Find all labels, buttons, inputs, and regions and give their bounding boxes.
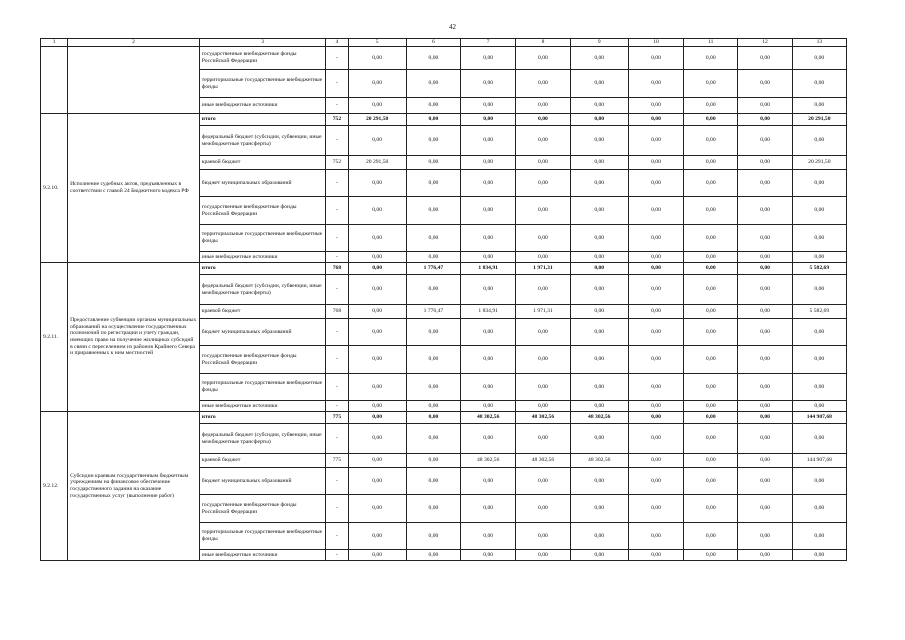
value-cell: 0,00 bbox=[628, 263, 683, 275]
value-cell: 0,00 bbox=[461, 252, 516, 263]
funding-source: иные внебюджетные источники bbox=[199, 98, 326, 114]
table-row bbox=[41, 47, 847, 70]
value-cell: 0,00 bbox=[461, 550, 516, 561]
value-cell: 0,00 bbox=[461, 156, 516, 170]
value-cell: 0,00 bbox=[738, 305, 792, 319]
header-cell: 7 bbox=[461, 39, 516, 47]
value-cell: 0,00 bbox=[516, 319, 570, 346]
value-cell: 0,00 bbox=[628, 346, 683, 374]
value-cell: 0,00 bbox=[461, 374, 516, 401]
value-cell: 0,00 bbox=[628, 197, 683, 225]
value-cell: 0,00 bbox=[738, 70, 792, 98]
value-cell: 144 907,68 bbox=[792, 412, 846, 424]
item-number: 9.2.10. bbox=[41, 114, 68, 263]
funding-source: федеральный бюджет (субсидии, субвенции, иные межбюджетные трансферты) bbox=[199, 126, 326, 156]
value-cell: 0,00 bbox=[461, 495, 516, 523]
value-cell: 0,00 bbox=[628, 156, 683, 170]
value-cell: 0,00 bbox=[684, 346, 738, 374]
value-cell: 0,00 bbox=[684, 114, 738, 126]
value-cell: 0,00 bbox=[628, 424, 683, 454]
value-cell: 0,00 bbox=[738, 126, 792, 156]
value-cell: 0,00 bbox=[461, 401, 516, 412]
value-cell: 0,00 bbox=[461, 225, 516, 252]
value-cell: 48 302,56 bbox=[516, 454, 570, 468]
code-cell: 775 bbox=[326, 454, 348, 468]
value-cell: 0,00 bbox=[348, 424, 406, 454]
funding-source: итого bbox=[199, 114, 326, 126]
value-cell: 0,00 bbox=[406, 225, 460, 252]
funding-source: бюджет муниципальных образований bbox=[199, 170, 326, 197]
value-cell: 0,00 bbox=[684, 126, 738, 156]
value-cell: 0,00 bbox=[684, 263, 738, 275]
value-cell: 0,00 bbox=[461, 170, 516, 197]
code-cell: - bbox=[326, 346, 348, 374]
value-cell: 0,00 bbox=[792, 47, 846, 70]
value-cell: 0,00 bbox=[348, 275, 406, 305]
value-cell: 0,00 bbox=[516, 70, 570, 98]
item-name: Предоставление субвенции органам муниципальных образований на осуществление государственных полномочий по регистрации и учету граждан, имеющих право на получение жилищных субсидий в связи с переселением из районов Крайнего Севера и приравненных к ним местностей bbox=[68, 263, 200, 412]
value-cell: 0,00 bbox=[516, 424, 570, 454]
value-cell: 48 302,56 bbox=[516, 412, 570, 424]
value-cell: 0,00 bbox=[792, 170, 846, 197]
value-cell: 0,00 bbox=[570, 374, 628, 401]
value-cell: 0,00 bbox=[461, 424, 516, 454]
value-cell: 0,00 bbox=[628, 305, 683, 319]
value-cell: 0,00 bbox=[348, 47, 406, 70]
value-cell: 0,00 bbox=[461, 346, 516, 374]
value-cell: 20 291,50 bbox=[792, 114, 846, 126]
value-cell: 0,00 bbox=[570, 401, 628, 412]
value-cell: 0,00 bbox=[348, 225, 406, 252]
value-cell: 0,00 bbox=[570, 126, 628, 156]
value-cell: 0,00 bbox=[516, 126, 570, 156]
value-cell: 0,00 bbox=[738, 319, 792, 346]
value-cell: 0,00 bbox=[348, 263, 406, 275]
value-cell: 0,00 bbox=[516, 197, 570, 225]
code-cell: - bbox=[326, 225, 348, 252]
code-cell: 768 bbox=[326, 305, 348, 319]
funding-source: территориальные государственные внебюджетные фонды bbox=[199, 523, 326, 550]
value-cell: 0,00 bbox=[738, 550, 792, 561]
value-cell: 0,00 bbox=[516, 156, 570, 170]
funding-source: краевой бюджет bbox=[199, 305, 326, 319]
value-cell: 0,00 bbox=[516, 346, 570, 374]
value-cell: 0,00 bbox=[570, 495, 628, 523]
value-cell: 48 302,56 bbox=[461, 454, 516, 468]
value-cell: 0,00 bbox=[516, 523, 570, 550]
code-cell: - bbox=[326, 401, 348, 412]
value-cell: 0,00 bbox=[516, 275, 570, 305]
table-row-total bbox=[41, 412, 847, 424]
value-cell: 0,00 bbox=[406, 412, 460, 424]
value-cell: 0,00 bbox=[792, 225, 846, 252]
value-cell: 0,00 bbox=[684, 197, 738, 225]
value-cell: 0,00 bbox=[516, 468, 570, 495]
value-cell: 0,00 bbox=[406, 275, 460, 305]
value-cell: 0,00 bbox=[738, 263, 792, 275]
code-cell: - bbox=[326, 70, 348, 98]
value-cell: 0,00 bbox=[738, 275, 792, 305]
value-cell: 0,00 bbox=[570, 550, 628, 561]
value-cell: 0,00 bbox=[406, 346, 460, 374]
value-cell: 0,00 bbox=[792, 495, 846, 523]
table-row-total bbox=[41, 114, 847, 126]
value-cell: 0,00 bbox=[348, 550, 406, 561]
value-cell: 0,00 bbox=[628, 252, 683, 263]
value-cell: 0,00 bbox=[406, 98, 460, 114]
code-cell: - bbox=[326, 197, 348, 225]
value-cell: 0,00 bbox=[348, 346, 406, 374]
value-cell: 0,00 bbox=[516, 47, 570, 70]
value-cell: 0,00 bbox=[406, 468, 460, 495]
code-cell: - bbox=[326, 319, 348, 346]
budget-table bbox=[40, 38, 847, 561]
value-cell: 0,00 bbox=[628, 114, 683, 126]
value-cell: 0,00 bbox=[461, 468, 516, 495]
code-cell: 768 bbox=[326, 263, 348, 275]
value-cell: 0,00 bbox=[684, 47, 738, 70]
value-cell: 1 776,47 bbox=[406, 305, 460, 319]
header-cell: 9 bbox=[570, 39, 628, 47]
header-cell: 2 bbox=[68, 39, 200, 47]
value-cell: 0,00 bbox=[628, 412, 683, 424]
value-cell: 0,00 bbox=[792, 550, 846, 561]
value-cell: 1 776,47 bbox=[406, 263, 460, 275]
value-cell: 5 582,69 bbox=[792, 263, 846, 275]
value-cell: 0,00 bbox=[461, 47, 516, 70]
value-cell: 20 291,50 bbox=[348, 156, 406, 170]
value-cell: 20 291,50 bbox=[348, 114, 406, 126]
value-cell: 0,00 bbox=[461, 126, 516, 156]
value-cell: 0,00 bbox=[570, 70, 628, 98]
value-cell: 0,00 bbox=[406, 550, 460, 561]
value-cell: 1 971,31 bbox=[516, 305, 570, 319]
value-cell: 0,00 bbox=[628, 47, 683, 70]
value-cell: 0,00 bbox=[406, 374, 460, 401]
value-cell: 0,00 bbox=[348, 401, 406, 412]
value-cell: 0,00 bbox=[406, 70, 460, 98]
value-cell: 0,00 bbox=[684, 98, 738, 114]
header-cell: 13 bbox=[792, 39, 846, 47]
value-cell: 0,00 bbox=[738, 468, 792, 495]
header-cell: 5 bbox=[348, 39, 406, 47]
value-cell: 0,00 bbox=[461, 319, 516, 346]
funding-source: государственные внебюджетные фонды Российской Федерации bbox=[199, 197, 326, 225]
value-cell: 1 834,91 bbox=[461, 305, 516, 319]
item-name: Исполнение судебных актов, предъявленных в соответствии с главой 24 Бюджетного кодекса РФ bbox=[68, 114, 200, 263]
value-cell: 0,00 bbox=[792, 523, 846, 550]
value-cell: 0,00 bbox=[516, 374, 570, 401]
funding-source: иные внебюджетные источники bbox=[199, 550, 326, 561]
funding-source: иные внебюджетные источники bbox=[199, 401, 326, 412]
value-cell: 0,00 bbox=[570, 305, 628, 319]
value-cell: 0,00 bbox=[792, 70, 846, 98]
value-cell: 0,00 bbox=[628, 374, 683, 401]
funding-source: территориальные государственные внебюджетные фонды bbox=[199, 70, 326, 98]
code-cell: - bbox=[326, 126, 348, 156]
value-cell: 0,00 bbox=[570, 114, 628, 126]
value-cell: 0,00 bbox=[628, 523, 683, 550]
code-cell: - bbox=[326, 468, 348, 495]
header-cell: 3 bbox=[199, 39, 326, 47]
funding-source: федеральный бюджет (субсидии, субвенции, иные межбюджетные трансферты) bbox=[199, 275, 326, 305]
value-cell: 0,00 bbox=[570, 197, 628, 225]
value-cell: 0,00 bbox=[348, 98, 406, 114]
item-name-cell bbox=[68, 47, 200, 114]
value-cell: 0,00 bbox=[461, 523, 516, 550]
code-cell: - bbox=[326, 424, 348, 454]
value-cell: 0,00 bbox=[684, 468, 738, 495]
value-cell: 0,00 bbox=[516, 114, 570, 126]
value-cell: 0,00 bbox=[792, 468, 846, 495]
value-cell: 0,00 bbox=[348, 412, 406, 424]
header-cell: 8 bbox=[516, 39, 570, 47]
value-cell: 0,00 bbox=[684, 454, 738, 468]
value-cell: 0,00 bbox=[792, 252, 846, 263]
code-cell: - bbox=[326, 495, 348, 523]
funding-source: федеральный бюджет (субсидии, субвенции, иные межбюджетные трансферты) bbox=[199, 424, 326, 454]
value-cell: 0,00 bbox=[684, 170, 738, 197]
value-cell: 0,00 bbox=[570, 468, 628, 495]
value-cell: 0,00 bbox=[348, 319, 406, 346]
value-cell: 0,00 bbox=[628, 126, 683, 156]
value-cell: 0,00 bbox=[738, 225, 792, 252]
funding-source: итого bbox=[199, 263, 326, 275]
item-name: Субсидии краевым государственным бюджетным учреждениям на финансовое обеспечение государственного задания на оказание государственных услуг (выполнение работ) bbox=[68, 412, 200, 561]
value-cell: 48 302,56 bbox=[461, 412, 516, 424]
value-cell: 0,00 bbox=[461, 70, 516, 98]
funding-source: территориальные государственные внебюджетные фонды bbox=[199, 225, 326, 252]
value-cell: 0,00 bbox=[406, 170, 460, 197]
value-cell: 0,00 bbox=[684, 523, 738, 550]
value-cell: 0,00 bbox=[406, 495, 460, 523]
value-cell: 0,00 bbox=[738, 454, 792, 468]
value-cell: 0,00 bbox=[738, 424, 792, 454]
value-cell: 0,00 bbox=[792, 98, 846, 114]
funding-source: бюджет муниципальных образований bbox=[199, 319, 326, 346]
value-cell: 0,00 bbox=[406, 252, 460, 263]
value-cell: 0,00 bbox=[792, 197, 846, 225]
value-cell: 0,00 bbox=[348, 454, 406, 468]
value-cell: 0,00 bbox=[461, 114, 516, 126]
value-cell: 0,00 bbox=[628, 454, 683, 468]
value-cell: 0,00 bbox=[406, 126, 460, 156]
value-cell: 0,00 bbox=[348, 523, 406, 550]
value-cell: 0,00 bbox=[628, 98, 683, 114]
value-cell: 0,00 bbox=[628, 275, 683, 305]
header-cell: 1 bbox=[41, 39, 68, 47]
value-cell: 0,00 bbox=[628, 170, 683, 197]
value-cell: 0,00 bbox=[792, 424, 846, 454]
code-cell: - bbox=[326, 252, 348, 263]
value-cell: 0,00 bbox=[406, 401, 460, 412]
value-cell: 0,00 bbox=[406, 424, 460, 454]
value-cell: 0,00 bbox=[570, 523, 628, 550]
value-cell: 0,00 bbox=[570, 275, 628, 305]
header-cell: 12 bbox=[738, 39, 792, 47]
funding-source: краевой бюджет bbox=[199, 156, 326, 170]
code-cell: - bbox=[326, 170, 348, 197]
code-cell: - bbox=[326, 275, 348, 305]
value-cell: 0,00 bbox=[570, 252, 628, 263]
code-cell: - bbox=[326, 374, 348, 401]
value-cell: 0,00 bbox=[461, 275, 516, 305]
funding-source: территориальные государственные внебюджетные фонды bbox=[199, 374, 326, 401]
value-cell: 48 302,56 bbox=[570, 454, 628, 468]
header-cell: 6 bbox=[406, 39, 460, 47]
funding-source: государственные внебюджетные фонды Российской Федерации bbox=[199, 47, 326, 70]
page-number: 42 bbox=[449, 23, 456, 31]
header-cell: 11 bbox=[684, 39, 738, 47]
value-cell: 0,00 bbox=[684, 374, 738, 401]
value-cell: 0,00 bbox=[792, 401, 846, 412]
value-cell: 0,00 bbox=[570, 319, 628, 346]
code-cell: 752 bbox=[326, 114, 348, 126]
value-cell: 0,00 bbox=[348, 468, 406, 495]
value-cell: 0,00 bbox=[516, 401, 570, 412]
value-cell: 0,00 bbox=[738, 346, 792, 374]
value-cell: 0,00 bbox=[738, 523, 792, 550]
value-cell: 0,00 bbox=[738, 156, 792, 170]
value-cell: 0,00 bbox=[628, 468, 683, 495]
code-cell: - bbox=[326, 523, 348, 550]
value-cell: 0,00 bbox=[628, 550, 683, 561]
funding-source: государственные внебюджетные фонды Российской Федерации bbox=[199, 346, 326, 374]
item-number-cell bbox=[41, 47, 68, 114]
value-cell: 0,00 bbox=[570, 263, 628, 275]
value-cell: 0,00 bbox=[628, 495, 683, 523]
value-cell: 0,00 bbox=[348, 170, 406, 197]
value-cell: 0,00 bbox=[406, 197, 460, 225]
value-cell: 0,00 bbox=[406, 523, 460, 550]
value-cell: 0,00 bbox=[628, 401, 683, 412]
value-cell: 0,00 bbox=[738, 197, 792, 225]
header-cell: 4 bbox=[326, 39, 348, 47]
value-cell: 0,00 bbox=[516, 550, 570, 561]
item-number: 9.2.12. bbox=[41, 412, 68, 561]
value-cell: 144 907,68 bbox=[792, 454, 846, 468]
value-cell: 0,00 bbox=[738, 47, 792, 70]
value-cell: 0,00 bbox=[348, 374, 406, 401]
value-cell: 0,00 bbox=[348, 495, 406, 523]
value-cell: 0,00 bbox=[792, 319, 846, 346]
value-cell: 0,00 bbox=[406, 454, 460, 468]
value-cell: 0,00 bbox=[461, 197, 516, 225]
value-cell: 0,00 bbox=[570, 424, 628, 454]
value-cell: 0,00 bbox=[628, 70, 683, 98]
value-cell: 1 834,91 bbox=[461, 263, 516, 275]
value-cell: 0,00 bbox=[461, 98, 516, 114]
value-cell: 0,00 bbox=[628, 319, 683, 346]
item-number: 9.2.11. bbox=[41, 263, 68, 412]
value-cell: 0,00 bbox=[570, 98, 628, 114]
value-cell: 5 582,69 bbox=[792, 305, 846, 319]
value-cell: 0,00 bbox=[792, 126, 846, 156]
value-cell: 0,00 bbox=[570, 47, 628, 70]
value-cell: 0,00 bbox=[516, 495, 570, 523]
value-cell: 0,00 bbox=[738, 170, 792, 197]
value-cell: 0,00 bbox=[684, 252, 738, 263]
value-cell: 0,00 bbox=[628, 225, 683, 252]
code-cell: - bbox=[326, 98, 348, 114]
value-cell: 0,00 bbox=[738, 98, 792, 114]
table-row-total bbox=[41, 263, 847, 275]
value-cell: 0,00 bbox=[738, 374, 792, 401]
value-cell: 0,00 bbox=[684, 495, 738, 523]
value-cell: 0,00 bbox=[348, 70, 406, 98]
value-cell: 0,00 bbox=[738, 252, 792, 263]
value-cell: 0,00 bbox=[406, 319, 460, 346]
value-cell: 0,00 bbox=[684, 401, 738, 412]
value-cell: 0,00 bbox=[348, 305, 406, 319]
value-cell: 0,00 bbox=[570, 225, 628, 252]
value-cell: 0,00 bbox=[406, 114, 460, 126]
funding-source: краевой бюджет bbox=[199, 454, 326, 468]
code-cell: - bbox=[326, 47, 348, 70]
value-cell: 0,00 bbox=[684, 70, 738, 98]
value-cell: 0,00 bbox=[738, 114, 792, 126]
value-cell: 0,00 bbox=[792, 346, 846, 374]
value-cell: 0,00 bbox=[684, 412, 738, 424]
funding-source: бюджет муниципальных образований bbox=[199, 468, 326, 495]
value-cell: 1 971,31 bbox=[516, 263, 570, 275]
value-cell: 0,00 bbox=[570, 156, 628, 170]
value-cell: 0,00 bbox=[570, 170, 628, 197]
value-cell: 0,00 bbox=[516, 170, 570, 197]
value-cell: 0,00 bbox=[738, 401, 792, 412]
value-cell: 20 291,50 bbox=[792, 156, 846, 170]
code-cell: 752 bbox=[326, 156, 348, 170]
value-cell: 0,00 bbox=[348, 197, 406, 225]
value-cell: 0,00 bbox=[406, 47, 460, 70]
value-cell: 0,00 bbox=[738, 495, 792, 523]
value-cell: 0,00 bbox=[348, 252, 406, 263]
code-cell: 775 bbox=[326, 412, 348, 424]
value-cell: 0,00 bbox=[738, 412, 792, 424]
value-cell: 0,00 bbox=[516, 98, 570, 114]
funding-source: иные внебюджетные источники bbox=[199, 252, 326, 263]
funding-source: итого bbox=[199, 412, 326, 424]
value-cell: 0,00 bbox=[570, 346, 628, 374]
value-cell: 0,00 bbox=[684, 305, 738, 319]
value-cell: 0,00 bbox=[792, 275, 846, 305]
value-cell: 0,00 bbox=[684, 550, 738, 561]
value-cell: 0,00 bbox=[516, 225, 570, 252]
value-cell: 0,00 bbox=[516, 252, 570, 263]
value-cell: 0,00 bbox=[684, 225, 738, 252]
value-cell: 0,00 bbox=[684, 424, 738, 454]
value-cell: 0,00 bbox=[684, 275, 738, 305]
value-cell: 0,00 bbox=[684, 319, 738, 346]
value-cell: 0,00 bbox=[792, 374, 846, 401]
table-body bbox=[41, 39, 847, 561]
header-row bbox=[41, 39, 847, 47]
value-cell: 0,00 bbox=[406, 156, 460, 170]
header-cell: 10 bbox=[628, 39, 683, 47]
value-cell: 48 302,56 bbox=[570, 412, 628, 424]
funding-source: государственные внебюджетные фонды Российской Федерации bbox=[199, 495, 326, 523]
value-cell: 0,00 bbox=[684, 156, 738, 170]
code-cell: - bbox=[326, 550, 348, 561]
value-cell: 0,00 bbox=[348, 126, 406, 156]
